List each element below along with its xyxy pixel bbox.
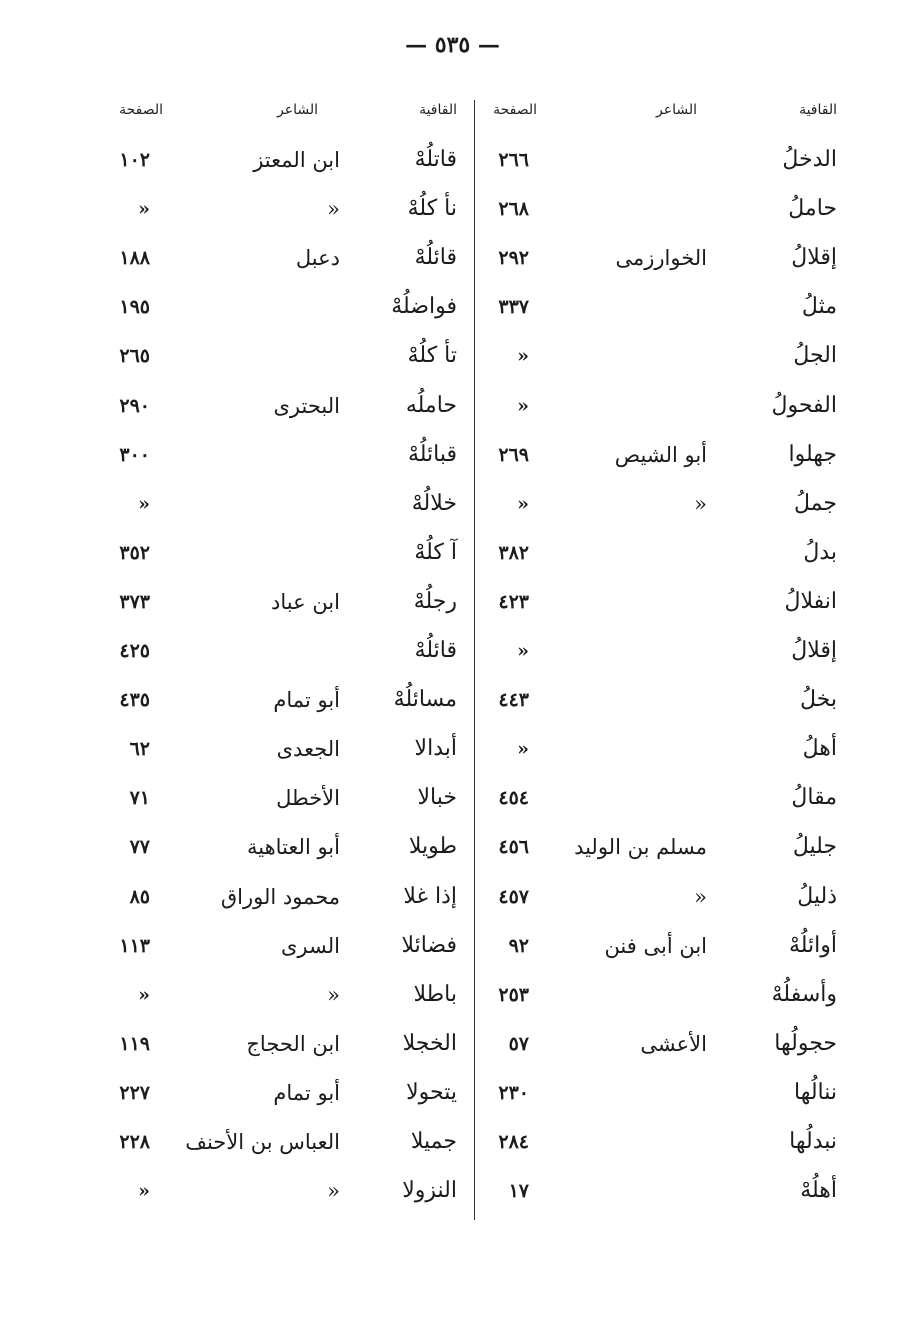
rhyme-left-cell: أبدالا xyxy=(414,736,457,762)
table-row xyxy=(0,732,905,766)
poet-left-cell: أبو العتاهية xyxy=(247,835,340,860)
rhyme-left-cell: حاملُه xyxy=(405,392,457,418)
rhyme-left-cell: نأ كلُهْ xyxy=(407,196,457,222)
page-left-cell: ٢٢٧ xyxy=(119,1081,150,1104)
rhyme-right-cell: الدخلُ xyxy=(782,147,837,172)
page-right-cell: ٢٣٠ xyxy=(498,1081,529,1104)
page-right-cell: ٩٢ xyxy=(508,934,529,957)
table-row xyxy=(0,1125,905,1159)
rhyme-left-cell: باطلا xyxy=(413,981,457,1007)
rhyme-right-cell: الجلُ xyxy=(793,343,837,369)
rhyme-left-cell: رجلُهْ xyxy=(413,588,457,614)
rhyme-left-cell: جميلا xyxy=(410,1129,457,1154)
rhyme-right-cell: بخلُ xyxy=(800,687,837,713)
rhyme-left-cell: النزولا xyxy=(402,1178,457,1204)
poet-left-cell: ابن عباد xyxy=(271,589,340,614)
rhyme-left-cell: خبالا xyxy=(417,785,457,811)
rhyme-right-cell: حاملُ xyxy=(788,196,837,222)
page-right-cell: ٤٥٧ xyxy=(498,885,529,908)
rhyme-left-cell: إذا غلا xyxy=(403,883,457,909)
rhyme-left-cell: فواضلُهْ xyxy=(391,294,457,320)
page-left-cell: ٢٢٨ xyxy=(119,1131,150,1153)
header-rhyme-left: القافية xyxy=(419,102,457,118)
page-right-cell: ٣٨٢ xyxy=(498,541,529,564)
page-left-cell: ٤٣٥ xyxy=(119,689,150,712)
table-row xyxy=(0,634,905,668)
page-right-cell: ٤٥٤ xyxy=(498,787,529,810)
rhyme-right-cell: مثلُ xyxy=(801,294,837,320)
poet-left-cell: دعبل xyxy=(295,246,340,271)
rhyme-left-cell: مسائلُهْ xyxy=(393,687,457,713)
page-left-cell: « xyxy=(138,1180,150,1203)
page-right-cell: ٣٣٧ xyxy=(498,296,529,319)
rhyme-right-cell: مقالُ xyxy=(791,785,837,811)
page-right-cell: ١٧ xyxy=(508,1180,529,1203)
rhyme-right-cell: وأسفلُهْ xyxy=(771,981,837,1007)
page-right-cell: « xyxy=(517,394,529,417)
page-left-cell: ٧٧ xyxy=(129,836,150,859)
header-page-right: الصفحة xyxy=(493,102,537,118)
page-right-cell: ٢٨٤ xyxy=(498,1131,529,1153)
page-left-cell: « xyxy=(138,198,150,221)
table-row xyxy=(0,290,905,324)
table-row xyxy=(0,389,905,423)
table-row xyxy=(0,880,905,914)
rhyme-right-cell: بدلُ xyxy=(803,539,837,565)
table-row xyxy=(0,929,905,963)
rhyme-left-cell: طويلا xyxy=(408,834,457,860)
table-row xyxy=(0,241,905,275)
page-number: — ٥٣٥ — xyxy=(405,32,500,58)
table-row xyxy=(0,830,905,864)
poet-left-cell: ابن الحجاج xyxy=(246,1031,340,1056)
rhyme-left-cell: قائلُهْ xyxy=(414,245,457,271)
poet-left-cell: الجعدى xyxy=(276,737,340,762)
poet-left-cell: محمود الوراق xyxy=(220,884,340,909)
rhyme-left-cell: تأ كلُهْ xyxy=(407,343,457,369)
page-left-cell: « xyxy=(138,492,150,515)
rhyme-right-cell: نبدلُها xyxy=(789,1129,837,1154)
rhyme-right-cell: جهلوا xyxy=(788,441,837,467)
rhyme-right-cell: أوائلُهْ xyxy=(788,932,837,958)
rhyme-right-cell: أهلُهْ xyxy=(800,1178,837,1204)
table-row xyxy=(0,1076,905,1110)
table-row xyxy=(0,438,905,472)
poet-left-cell: أبو تمام xyxy=(273,1080,340,1105)
header-rhyme-right: القافية xyxy=(799,102,837,118)
page-left-cell: ١٩٥ xyxy=(119,296,150,319)
page-left-cell: ٢٩٠ xyxy=(119,394,150,417)
table-row xyxy=(0,487,905,521)
poet-left-cell: أبو تمام xyxy=(273,688,340,713)
rhyme-right-cell: إقلالُ xyxy=(791,245,837,271)
table-row xyxy=(0,339,905,373)
poet-right-cell: الخوارزمى xyxy=(615,246,707,271)
header-poet-left: الشاعر xyxy=(277,102,318,118)
page-left-cell: ١٠٢ xyxy=(119,149,150,171)
poet-left-cell: ابن المعتز xyxy=(253,148,340,172)
poet-right-cell: « xyxy=(694,884,707,909)
rhyme-right-cell: حجولُها xyxy=(774,1030,837,1056)
page-right-cell: « xyxy=(517,738,529,761)
rhyme-left-cell: آ كلُهْ xyxy=(414,539,457,565)
page-right-cell: ٢٦٩ xyxy=(498,443,529,466)
page-right-cell: ٥٧ xyxy=(508,1032,529,1055)
page-right-cell: ٤٥٦ xyxy=(498,836,529,859)
table-row xyxy=(0,683,905,717)
page-right-cell: ٢٦٨ xyxy=(498,198,529,221)
poet-left-cell: الأخطل xyxy=(276,786,340,811)
rhyme-left-cell: قاتلُهْ xyxy=(414,147,457,172)
header-poet-right: الشاعر xyxy=(656,102,697,118)
table-row xyxy=(0,1027,905,1061)
page-right-cell: ٤٤٣ xyxy=(498,689,529,712)
page-left-cell: ٣٧٣ xyxy=(119,590,150,613)
page-right-cell: « xyxy=(517,345,529,368)
page-left-cell: ٦٢ xyxy=(129,738,150,761)
rhyme-left-cell: قبائلُهْ xyxy=(407,441,457,467)
poet-left-cell: « xyxy=(327,1179,340,1204)
page-right-cell: ٢٩٢ xyxy=(498,247,529,270)
page-left-cell: ١٨٨ xyxy=(119,247,150,270)
poet-left-cell: « xyxy=(327,982,340,1007)
rhyme-left-cell: يتحولا xyxy=(406,1079,457,1105)
poet-right-cell: الأعشى xyxy=(640,1031,707,1056)
rhyme-left-cell: فضائلا xyxy=(401,932,457,958)
page-right-cell: « xyxy=(517,492,529,515)
rhyme-right-cell: جليلُ xyxy=(792,834,837,860)
rhyme-right-cell: انفلالُ xyxy=(784,588,837,614)
page-left-cell: « xyxy=(138,983,150,1006)
table-row xyxy=(0,781,905,815)
page-left-cell: ٨٥ xyxy=(129,885,150,908)
table-row xyxy=(0,192,905,226)
page-right-cell: ٢٦٦ xyxy=(498,149,529,171)
rhyme-right-cell: جملُ xyxy=(794,490,837,516)
header-page-left: الصفحة xyxy=(119,102,163,118)
poet-right-cell: مسلم بن الوليد xyxy=(574,835,707,860)
page-left-cell: ٧١ xyxy=(129,787,150,810)
page-left-cell: ٢٦٥ xyxy=(119,345,150,368)
table-row xyxy=(0,978,905,1012)
poet-right-cell: ابن أبى فنن xyxy=(604,933,707,958)
table-row xyxy=(0,585,905,619)
poet-left-cell: البحترى xyxy=(273,393,340,418)
poet-left-cell: « xyxy=(327,197,340,222)
rhyme-right-cell: الفحولُ xyxy=(771,392,837,418)
rhyme-right-cell: ذليلُ xyxy=(797,883,837,909)
rhyme-left-cell: الخجلا xyxy=(402,1030,457,1056)
page-left-cell: ٣٠٠ xyxy=(119,443,150,466)
poet-right-cell: « xyxy=(694,491,707,516)
rhyme-left-cell: خلالُهْ xyxy=(411,490,457,516)
table-row xyxy=(0,1174,905,1208)
page-left-cell: ١١٩ xyxy=(119,1032,150,1055)
page-right-cell: ٤٢٣ xyxy=(498,590,529,613)
poet-left-cell: العباس بن الأحنف xyxy=(185,1130,340,1154)
page-left-cell: ٣٥٢ xyxy=(119,541,150,564)
page-left-cell: ١١٣ xyxy=(119,934,150,957)
table-row xyxy=(0,536,905,570)
table-row xyxy=(0,143,905,177)
page-right-cell: ٢٥٣ xyxy=(498,983,529,1006)
rhyme-left-cell: قائلُهْ xyxy=(414,638,457,663)
page-left-cell: ٤٢٥ xyxy=(119,640,150,662)
rhyme-right-cell: إقلالُ xyxy=(791,638,837,663)
poet-left-cell: السرى xyxy=(281,933,340,958)
poet-right-cell: أبو الشيص xyxy=(614,442,707,467)
rhyme-right-cell: ننالُها xyxy=(793,1079,837,1105)
page-right-cell: « xyxy=(517,640,529,662)
rhyme-right-cell: أهلُ xyxy=(802,736,837,762)
